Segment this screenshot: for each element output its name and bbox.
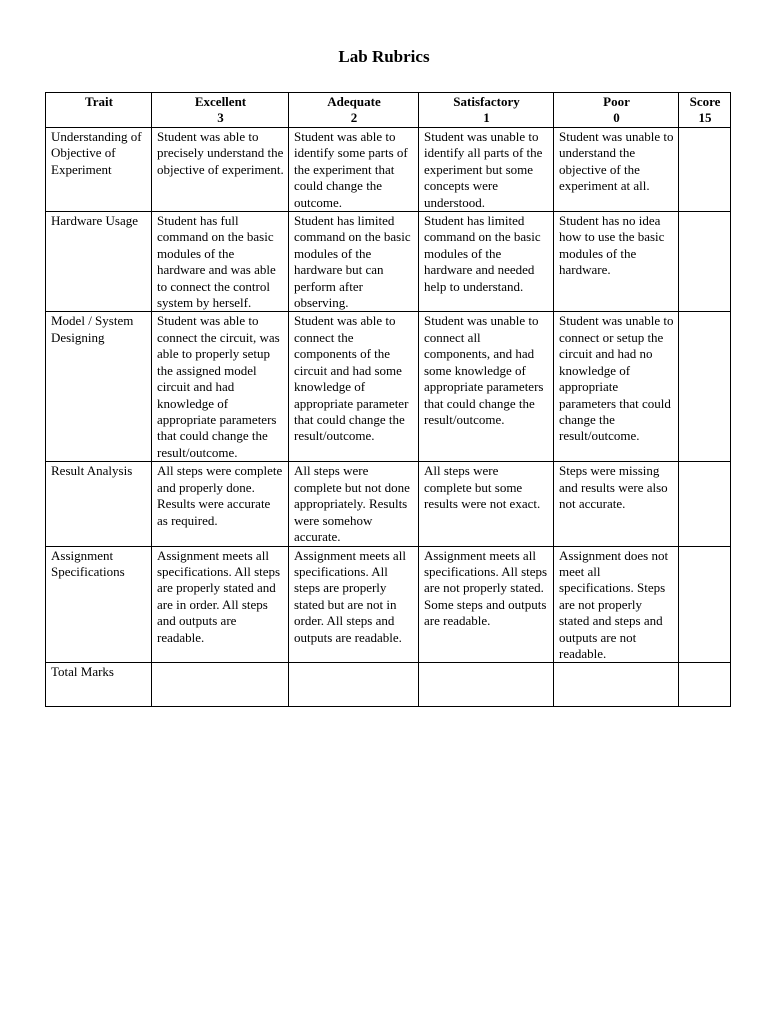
adequate-cell: Student was able to connect the components of the circuit and had some knowledge of appropriate parameter that could change the result/outcome. [289, 312, 419, 462]
total-row [46, 663, 731, 707]
header-score-points: 15 [698, 110, 712, 126]
poor-cell [554, 663, 679, 707]
header-excellent-label: Excellent [194, 94, 247, 109]
satisfactory-cell: Student has limited command on the basic modules of the hardware and needed help to understand. [419, 212, 554, 312]
satisfactory-cell: All steps were complete but some results were not exact. [419, 462, 554, 546]
header-score [679, 93, 731, 128]
table-row [46, 312, 731, 462]
poor-cell: Student was unable to understand the objective of the experiment at all. [554, 128, 679, 212]
satisfactory-cell: Assignment meets all specifications. All steps are not properly stated. Some steps and outputs are readable. [419, 546, 554, 663]
satisfactory-cell: Student was unable to connect all components, and had some knowledge of appropriate parameters that could change the result/outcome. [419, 312, 554, 462]
adequate-cell: All steps were complete but not done appropriately. Results were somehow accurate. [289, 462, 419, 546]
adequate-cell: Student has limited command on the basic modules of the hardware but can perform after observing. [289, 212, 419, 312]
excellent-cell: Student was able to precisely understand the objective of experiment. [152, 128, 289, 212]
adequate-cell: Assignment meets all specifications. All steps are properly stated but are not in order. All steps and outputs are readable. [289, 546, 419, 663]
header-adequate-label: Adequate [327, 94, 381, 109]
excellent-cell: Student has full command on the basic modules of the hardware and was able to connect the control system by herself. [152, 212, 289, 312]
score-cell [679, 212, 731, 312]
excellent-cell: All steps were complete and properly done. Results were accurate as required. [152, 462, 289, 546]
excellent-cell: Student was able to connect the circuit, was able to properly setup the assigned model circuit and had knowledge of appropriate parameters that could change the result/outcome. [152, 312, 289, 462]
poor-cell: Steps were missing and results were also not accurate. [554, 462, 679, 546]
trait-cell: Model / System Designing [46, 312, 152, 462]
score-cell [679, 546, 731, 663]
header-excellent [152, 93, 289, 128]
trait-cell: Understanding of Objective of Experiment [46, 128, 152, 212]
header-score-label: Score [689, 94, 721, 109]
total-label-cell: Total Marks [46, 663, 152, 707]
header-satisfactory-points: 1 [483, 110, 490, 126]
score-cell [679, 462, 731, 546]
poor-cell: Student has no idea how to use the basic modules of the hardware. [554, 212, 679, 312]
satisfactory-cell: Student was unable to identify all parts of the experiment but some concepts were understood. [419, 128, 554, 212]
adequate-cell: Student was able to identify some parts of the experiment that could change the outcome. [289, 128, 419, 212]
poor-cell: Student was unable to connect or setup the circuit and had no knowledge of appropriate parameters that could change the result/outcome. [554, 312, 679, 462]
trait-cell: Assignment Specifications [46, 546, 152, 663]
header-excellent-points: 3 [217, 110, 224, 126]
excellent-cell [152, 663, 289, 707]
table-row [46, 128, 731, 212]
score-cell [679, 312, 731, 462]
table-row [46, 462, 731, 546]
header-adequate [289, 93, 419, 128]
table-row [46, 212, 731, 312]
header-trait-label: Trait [85, 94, 113, 109]
header-trait [46, 93, 152, 128]
score-cell [679, 128, 731, 212]
header-satisfactory-label: Satisfactory [453, 94, 520, 109]
excellent-cell: Assignment meets all specifications. All steps are properly stated and are in order. All steps and outputs are readable. [152, 546, 289, 663]
rubric-table [45, 92, 731, 707]
header-row [46, 93, 731, 128]
trait-cell: Hardware Usage [46, 212, 152, 312]
header-poor [554, 93, 679, 128]
adequate-cell [289, 663, 419, 707]
poor-cell: Assignment does not meet all specifications. Steps are not properly stated and steps and outputs are not readable. [554, 546, 679, 663]
header-adequate-points: 2 [350, 110, 358, 126]
page-title: Lab Rubrics [338, 47, 430, 66]
header-poor-label: Poor [603, 94, 630, 109]
trait-cell: Result Analysis [46, 462, 152, 546]
score-cell [679, 663, 731, 707]
header-poor-points: 0 [613, 110, 620, 126]
header-satisfactory [419, 93, 554, 128]
satisfactory-cell [419, 663, 554, 707]
table-row [46, 546, 731, 663]
